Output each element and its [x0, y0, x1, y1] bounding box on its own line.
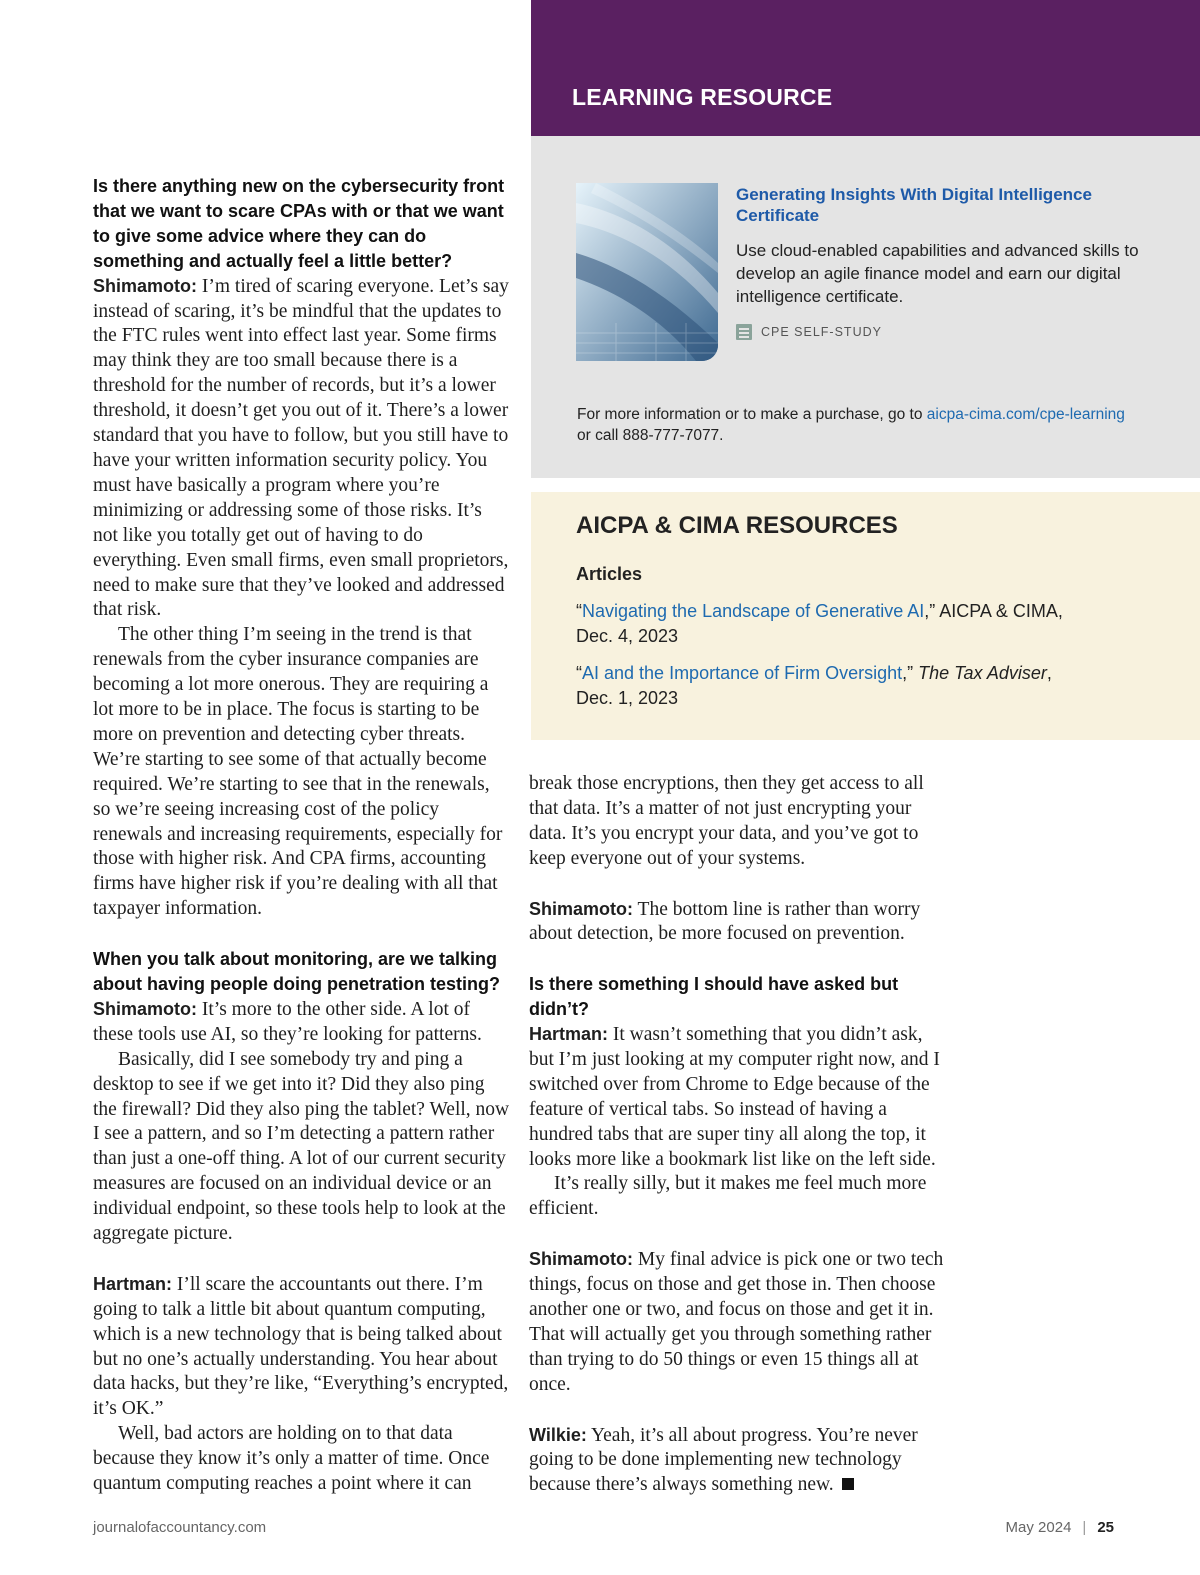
footer-website[interactable]: journalofaccountancy.com: [93, 1519, 267, 1536]
resources-title: AICPA & CIMA RESOURCES: [576, 512, 898, 539]
question-heading: Is there something I should have asked but didn’t?: [529, 974, 899, 1020]
answer-paragraph: [93, 997, 511, 1048]
footer-issue-date: May 2024: [1005, 1519, 1072, 1536]
speaker-name: Shimamoto:: [529, 1249, 634, 1270]
question-heading: When you talk about monitoring, are we talking about having people doing penetration testing?: [93, 949, 500, 994]
article-column-right: [529, 772, 949, 1498]
speaker-name: Wilkie:: [529, 1424, 587, 1445]
question-heading: Is there anything new on the cybersecurity front that we want to scare CPAs with or that we want to give some advice where they can do something and actually feel a little better?: [93, 176, 505, 271]
resource-article: [576, 661, 1136, 711]
book-icon: [736, 324, 752, 340]
answer-paragraph: [529, 1423, 949, 1499]
articles-subheading: Articles: [576, 564, 643, 584]
footer-page-info: [1006, 1519, 1114, 1536]
learning-resource-banner: [531, 0, 1200, 136]
answer-paragraph: [529, 1022, 949, 1172]
publication-name: The Tax Adviser: [918, 663, 1047, 683]
answer-text: My final advice is pick one or two tech things, focus on those and get those in. Then choose another one or two, and focus on those and get it in. That will actually get you through something rather than trying to do 50 things or even 15 things all at once.: [529, 1249, 944, 1395]
answer-text: I’ll scare the accountants out there. I’m going to talk a little bit about quantum computing, which is a new technology that is being talked about but no one’s actually understanding. You hear about data hacks, but they’re like, “Everything’s encrypted, it’s OK.”: [93, 1273, 509, 1420]
answer-paragraph: Well, bad actors are holding on to that data because they know it’s only a matter of time. Once quantum computing reaches a point where it can: [93, 1423, 490, 1495]
article-column-left: [93, 174, 511, 1497]
speaker-name: Hartman:: [529, 1024, 609, 1045]
answer-paragraph: [93, 274, 511, 624]
comma: ,: [1046, 663, 1052, 683]
course-description: Use cloud-enabled capabilities and advanced skills to develop an agile finance model and earn our digital intelligence certificate.: [736, 241, 1139, 306]
answer-text: It’s more to the other side. A lot of these tools use AI, so they’re looking for patterns.: [93, 998, 482, 1045]
speaker-name: Shimamoto:: [529, 898, 634, 919]
article-source: ,” AICPA & CIMA,: [924, 601, 1063, 621]
speaker-name: Shimamoto:: [93, 998, 198, 1019]
more-info-prefix: For more information or to make a purchase, go to: [577, 406, 927, 423]
answer-paragraph: break those encryptions, then they get access to all that data. It’s a matter of not just encrypting your data. It’s you encrypt your data, and you’ve got to keep everyone out of your systems.: [529, 773, 924, 869]
page-number: 25: [1097, 1519, 1114, 1536]
answer-text: I’m tired of scaring everyone. Let’s say instead of scaring, it’s be mindful that the updates to the FTC rules went into effect last year. Some firms may think they are too small because there is a threshold for the number of records, but it’s a lower threshold, it doesn’t get you out of it. There’s a lower standard that you have to follow, but you still have to have your written information security policy. You must have basically a program where you’re minimizing or addressing some of those risks. It’s not like you totally get out of having to do everything. Even small firms, even small proprietors, need to make sure that they’ve looked and addressed that risk.: [93, 275, 509, 621]
banner-title: LEARNING RESOURCE: [572, 84, 833, 110]
open-quote: “: [576, 601, 582, 621]
article-link-firm-oversight[interactable]: AI and the Importance of Firm Oversight: [582, 663, 903, 683]
more-info-text: [577, 404, 1177, 446]
course-title-link[interactable]: Generating Insights With Digital Intelligence Certificate: [736, 185, 1092, 225]
answer-text: Yeah, it’s all about progress. You’re never going to be done implementing new technology because there’s always something new.: [529, 1424, 918, 1496]
article-source: ,”: [902, 663, 914, 683]
cpe-learning-link[interactable]: aicpa-cima.com/cpe-learning: [926, 406, 1125, 423]
answer-text: It wasn’t something that you didn’t ask, but I’m just looking at my computer right now, and I switched over from Chrome to Edge because of the feature of vertical tabs. So instead of having a hundred tabs that are super tiny all along the top, it looks more like a bookmark list like on the left side.: [529, 1024, 940, 1170]
speaker-name: Hartman:: [93, 1273, 173, 1294]
learning-resource-box: [531, 136, 1200, 478]
answer-text: The bottom line is rather than worry about detection, be more focused on prevention.: [529, 898, 921, 945]
open-quote: “: [576, 663, 582, 683]
aicpa-cima-resources-box: [531, 492, 1200, 740]
answer-paragraph: The other thing I’m seeing in the trend is that renewals from the cyber insurance companies are becoming a lot more onerous. They are requiring a lot more to be in place. The focus is starting to be more on prevention and detecting cyber threats. We’re starting to see some of that actually become required. We’re starting to see that in the renewals, so we’re seeing increasing cost of the policy renewals and increasing requirements, especially for those with higher risk. And CPA firms, accounting firms have higher risk if you’re dealing with all that taxpayer information.: [93, 624, 503, 920]
end-of-article-mark: [842, 1478, 854, 1490]
article-date: Dec. 1, 2023: [576, 688, 679, 708]
answer-paragraph: [529, 1247, 949, 1397]
speaker-name: Shimamoto:: [93, 275, 198, 296]
cpe-format-label: [736, 322, 882, 342]
article-date: Dec. 4, 2023: [576, 626, 679, 646]
footer-separator: |: [1082, 1519, 1087, 1536]
article-link-generative-ai[interactable]: Navigating the Landscape of Generative AI: [582, 601, 925, 621]
course-thumbnail-image[interactable]: [576, 183, 718, 361]
cpe-format-text: CPE SELF-STUDY: [761, 325, 882, 339]
more-info-suffix: or call 888-777-7077.: [577, 427, 724, 444]
answer-paragraph: It’s really silly, but it makes me feel much more efficient.: [529, 1173, 927, 1220]
answer-paragraph: Basically, did I see somebody try and ping a desktop to see if we get into it? Did they also ping the firewall? Did they also ping the tablet? Well, now I see a pattern, and so I’m detecting a pattern rather than just a one-off thing. A lot of our current security measures are focused on an individual device or an individual endpoint, so these tools help to look at the aggregate picture.: [93, 1048, 510, 1245]
resource-article: [576, 599, 1136, 649]
answer-paragraph: [93, 1272, 511, 1422]
answer-paragraph: [529, 897, 949, 948]
